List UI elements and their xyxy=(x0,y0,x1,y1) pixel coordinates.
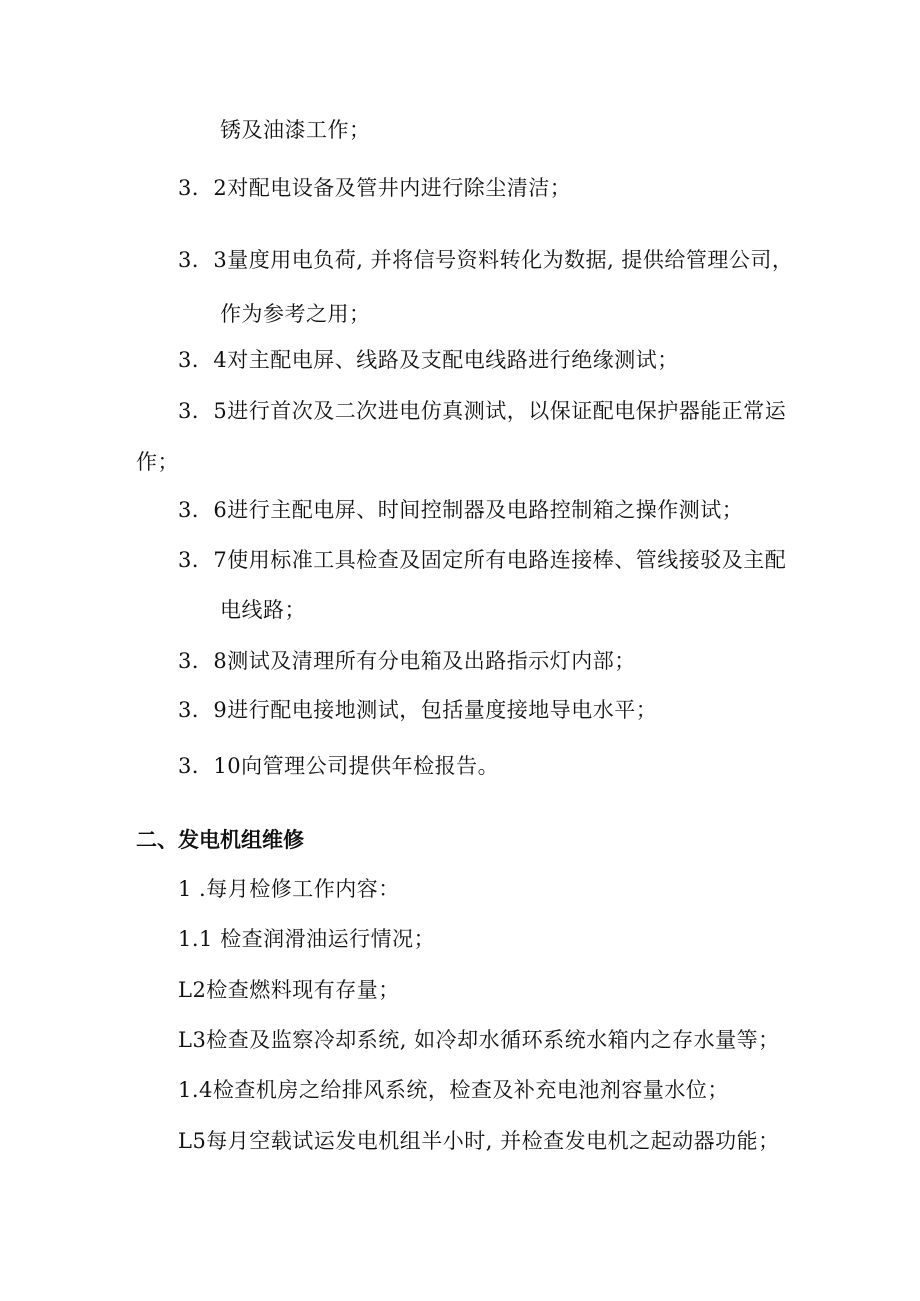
text-line: 作为参考之用； xyxy=(220,302,371,326)
text-line: 1.1 检查润滑油运行情况； xyxy=(178,927,436,951)
text-line: 锈及油漆工作； xyxy=(220,118,371,142)
text-line: 1 .每月检修工作内容： xyxy=(178,877,400,901)
section-heading: 二、发电机组维修 xyxy=(136,828,304,852)
text-line: 3．3量度用电负荷, 并将信号资料转化为数据, 提供给管理公司， xyxy=(178,248,794,272)
text-line: 电线路； xyxy=(220,598,306,622)
text-line: 3．2对配电设备及管井内进行除尘清洁； xyxy=(178,176,572,200)
text-line: 1.4检查机房之给排风系统，检查及补充电池剂容量水位； xyxy=(178,1078,729,1102)
text-line: L3检查及监察冷却系统, 如冷却水循环系统水箱内之存水量等； xyxy=(178,1028,780,1052)
text-line: 3．5进行首次及二次进电仿真测试，以保证配电保护器能正常运 xyxy=(178,399,787,423)
text-line: 3．9进行配电接地测试，包括量度接地导电水平； xyxy=(178,698,658,722)
text-line: 3．8测试及清理所有分电箱及出路指示灯内部； xyxy=(178,649,636,673)
text-line: 3．4对主配电屏、线路及支配电线路进行绝缘测试； xyxy=(178,348,679,372)
text-line: 3．7使用标准工具检查及固定所有电路连接棒、管线接驳及主配 xyxy=(178,548,787,572)
text-line: 3．6进行主配电屏、时间控制器及电路控制箱之操作测试； xyxy=(178,498,744,522)
text-line: L2检查燃料现有存量； xyxy=(178,978,400,1002)
text-line: 3．10向管理公司提供年检报告。 xyxy=(178,754,500,778)
text-line: L5每月空载试运发电机组半小时, 并检查发电机之起动器功能； xyxy=(178,1129,780,1153)
text-line: 作； xyxy=(136,450,179,474)
